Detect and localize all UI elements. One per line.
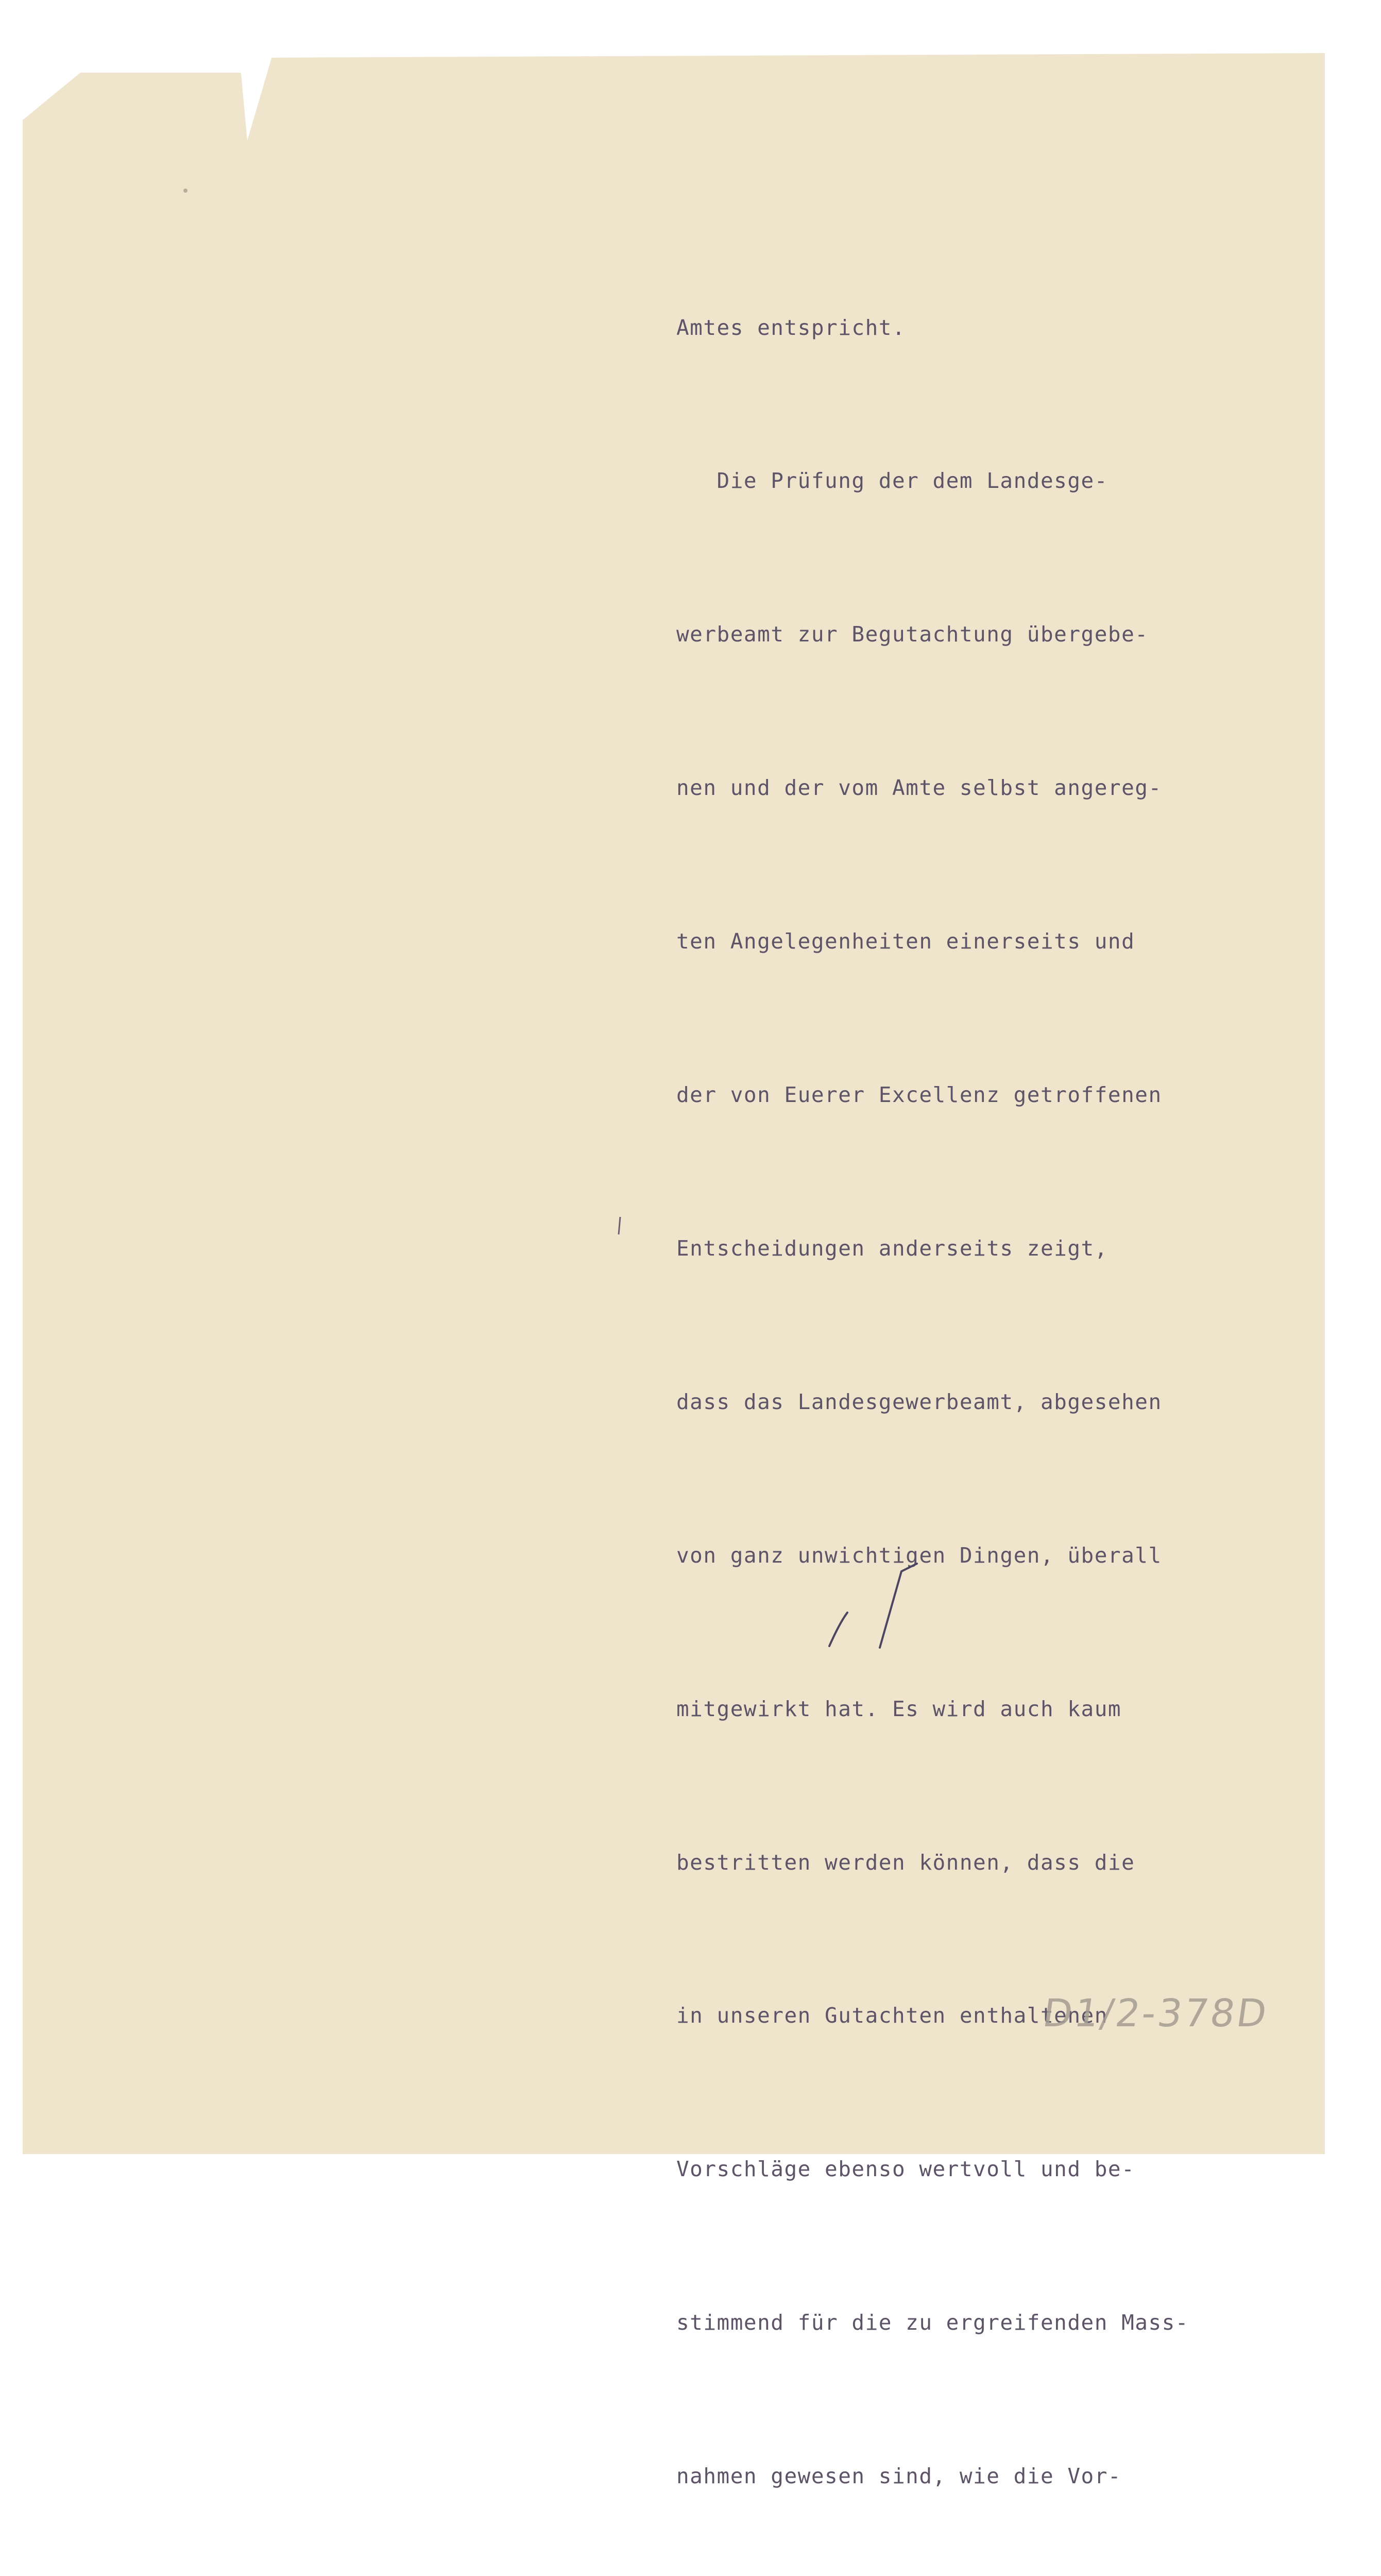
pencil-mark bbox=[180, 185, 191, 196]
text-line: stimmend für die zu ergreifenden Mass- bbox=[676, 2310, 1189, 2335]
text-line: werbeamt zur Begutachtung übergebe- bbox=[676, 622, 1149, 647]
text-line: bestritten werden können, dass die bbox=[676, 1850, 1135, 1875]
ink-speck bbox=[617, 1216, 622, 1236]
text-line: nen und der vom Amte selbst angereg- bbox=[676, 775, 1162, 801]
text-line: von ganz unwichtigen Dingen, überall bbox=[676, 1543, 1162, 1568]
text-line: ten Angelegenheiten einerseits und bbox=[676, 929, 1135, 954]
text-line: der von Euerer Excellenz getroffenen bbox=[676, 1082, 1162, 1108]
torn-notch bbox=[227, 53, 273, 141]
text-line: nahmen gewesen sind, wie die Vor- bbox=[676, 2464, 1122, 2489]
archive-signature: D1/2-378D bbox=[1039, 1991, 1272, 2036]
text-line: mitgewirkt hat. Es wird auch kaum bbox=[676, 1696, 1122, 1721]
handwritten-insertion-mark bbox=[819, 1561, 927, 1651]
text-line: Entscheidungen anderseits zeigt, bbox=[676, 1235, 1108, 1261]
text-line: Vorschläge ebenso wertvoll und be- bbox=[676, 2157, 1135, 2182]
text-line: Die Prüfung der dem Landesge- bbox=[676, 468, 1108, 494]
text-line: dass das Landesgewerbeamt, abgesehen bbox=[676, 1389, 1162, 1414]
text-line: in unseren Gutachten enthaltenen bbox=[676, 2003, 1108, 2028]
typed-text-block bbox=[676, 200, 1320, 2576]
text-line: Amtes entspricht. bbox=[676, 315, 906, 340]
